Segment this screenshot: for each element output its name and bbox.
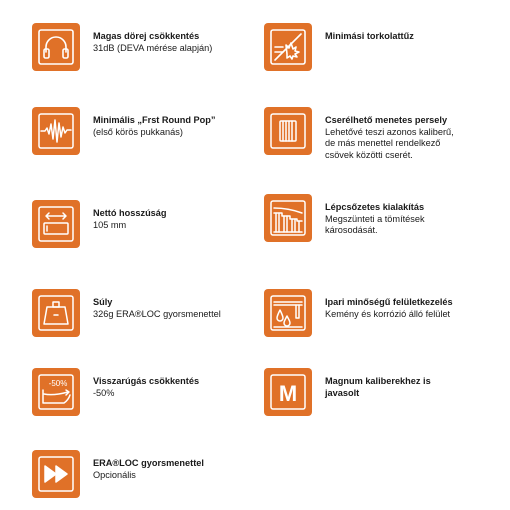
fast-forward-icon bbox=[37, 455, 75, 493]
surface-treatment-tile bbox=[264, 289, 312, 337]
recoil-reduction-tile bbox=[32, 368, 80, 416]
feature-weight bbox=[32, 289, 221, 337]
feature-desc: Opcionális bbox=[93, 469, 136, 480]
feature-text bbox=[325, 376, 431, 399]
magnum-letter: M bbox=[278, 381, 298, 406]
feature-text bbox=[325, 297, 453, 320]
feature-title: Magas dörej csökkentés bbox=[93, 31, 200, 41]
fast-forward-tile bbox=[32, 450, 80, 498]
feature-text bbox=[325, 31, 414, 43]
feature-desc: Kemény és korrózió álló felület bbox=[325, 308, 451, 319]
feature-title: Cserélhető menetes persely bbox=[325, 115, 448, 125]
feature-desc: (első körös pukkanás) bbox=[93, 126, 183, 137]
feature-magnum bbox=[264, 368, 431, 416]
feature-title: Visszarúgás csökkentés bbox=[93, 376, 200, 386]
feature-title: Minimális „Frst Round Pop” bbox=[93, 115, 216, 125]
feature-desc: -50% bbox=[93, 387, 115, 398]
feature-desc: 326g ERA®LOC gyorsmenettel bbox=[93, 308, 221, 319]
magnum-icon bbox=[269, 373, 307, 411]
feature-text bbox=[93, 458, 204, 481]
headphones-tile bbox=[32, 23, 80, 71]
feature-text bbox=[93, 376, 199, 399]
feature-title: Ipari minőségű felületkezelés bbox=[325, 297, 453, 307]
feature-text bbox=[93, 115, 216, 138]
feature-title-cont: javasolt bbox=[325, 387, 360, 398]
length-tile bbox=[32, 200, 80, 248]
feature-text bbox=[93, 297, 221, 320]
feature-recoil-reduction bbox=[32, 368, 199, 416]
stepped-design-icon bbox=[269, 199, 307, 237]
feature-text bbox=[93, 208, 167, 231]
feature-text bbox=[325, 115, 454, 161]
waveform-icon bbox=[37, 112, 75, 150]
feature-noise-reduction bbox=[32, 23, 212, 71]
recoil-percent-label: -50% bbox=[48, 379, 68, 388]
feature-surface-treatment bbox=[264, 289, 453, 337]
feature-title: Súly bbox=[93, 297, 113, 307]
feature-desc: 31dB (DEVA mérése alapján) bbox=[93, 42, 213, 53]
feature-net-length bbox=[32, 200, 167, 248]
feature-title: Minimási torkolattűz bbox=[325, 31, 414, 41]
feature-text bbox=[93, 31, 212, 54]
feature-desc: de más menettel rendelkező bbox=[325, 138, 441, 148]
feature-desc: 105 mm bbox=[93, 219, 127, 230]
feature-desc: csövek közötti cserét. bbox=[325, 149, 413, 160]
feature-title: Nettó hosszúság bbox=[93, 208, 167, 218]
feature-first-round-pop bbox=[32, 107, 216, 155]
feature-title: Magnum kaliberekhez is bbox=[325, 376, 431, 386]
no-flash-tile bbox=[264, 23, 312, 71]
threaded-sleeve-icon bbox=[269, 112, 307, 150]
feature-title: ERA®LOC gyorsmenettel bbox=[93, 458, 204, 468]
feature-eraloc bbox=[32, 450, 204, 498]
feature-minimal-flash bbox=[264, 23, 414, 71]
no-flash-icon bbox=[269, 28, 307, 66]
weight-icon bbox=[37, 294, 75, 332]
weight-tile bbox=[32, 289, 80, 337]
feature-threaded-sleeve bbox=[264, 107, 454, 161]
length-icon bbox=[37, 205, 75, 243]
feature-text bbox=[325, 202, 425, 237]
feature-desc: Megszünteti a tömítések bbox=[325, 213, 425, 224]
threaded-sleeve-tile bbox=[264, 107, 312, 155]
surface-treatment-icon bbox=[269, 294, 307, 332]
magnum-tile bbox=[264, 368, 312, 416]
waveform-tile bbox=[32, 107, 80, 155]
feature-desc: Lehetővé teszi azonos kaliberű, bbox=[325, 126, 454, 137]
recoil-reduction-icon bbox=[37, 373, 75, 411]
headphones-icon bbox=[37, 28, 75, 66]
feature-title: Lépcsőzetes kialakítás bbox=[325, 202, 425, 212]
feature-desc: károsodását. bbox=[325, 225, 378, 235]
feature-stepped-design bbox=[264, 194, 425, 242]
stepped-design-tile bbox=[264, 194, 312, 242]
